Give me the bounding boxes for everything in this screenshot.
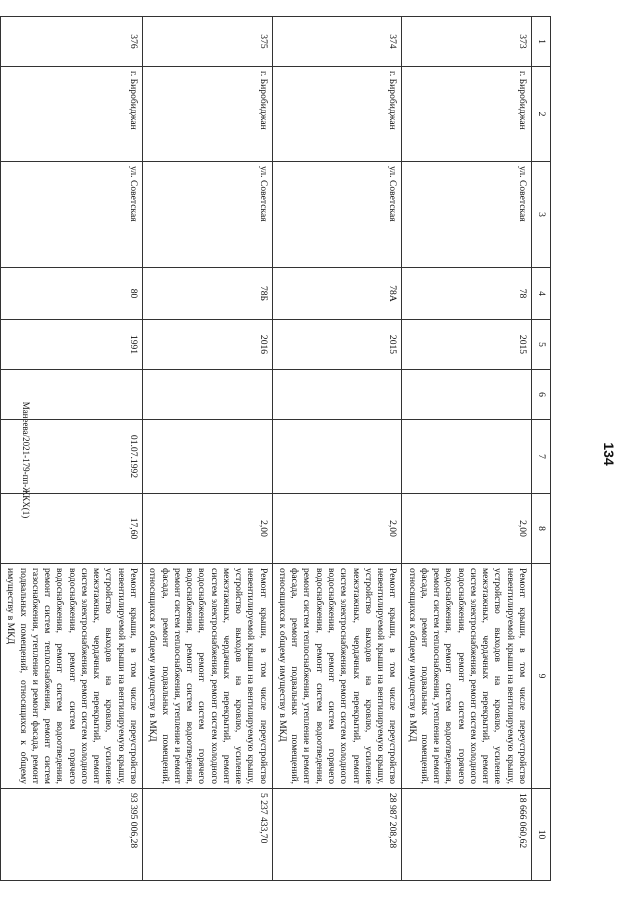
footer-code: Манеева/2021-179-пп-ЖКХ(1) <box>21 401 31 519</box>
col8-cell: 2,00 <box>402 494 532 564</box>
row-number: 374 <box>272 17 402 67</box>
works-cell: Ремонт крыши, в том числе переустройство невентилируемой крыши на вентилируемую крышу, устройство выходов на кровлю, усиление межэтажных, чердачных перекрытий, ремонт систем электроснабжения, ремонт систем холодного водоснабжения, ремонт систем горячего водоснабжения, ремонт систем водоотведения, ремонт систем теплоснабжения, утепление и ремонт фасада, ремонт подвальных помещений, относящихся к общему имуществу в МКД <box>272 564 402 789</box>
house-cell: 80 <box>1 268 143 320</box>
table-row <box>143 17 273 881</box>
header-cell: 2 <box>532 67 551 162</box>
date-cell <box>272 420 402 494</box>
year-cell: 2016 <box>143 320 273 370</box>
street-cell: ул. Советская <box>1 162 143 268</box>
city-cell: г. Биробиджан <box>272 67 402 162</box>
date-cell: 01.07.1992 <box>1 420 143 494</box>
table-row <box>272 17 402 881</box>
col8-cell: 2,00 <box>272 494 402 564</box>
col6-cell <box>1 370 143 420</box>
works-cell: Ремонт крыши, в том числе переустройство невентилируемой крыши на вентилируемую крышу, устройство выходов на кровлю, усиление межэтажных, чердачных перекрытий, ремонт систем электроснабжения, ремонт систем холодного водоснабжения, ремонт систем горячего водоснабжения, ремонт систем водоотведения, ремонт систем теплоснабжения, утепление и ремонт фасада, ремонт подвальных помещений, относящихся к общему имуществу в МКД <box>402 564 532 789</box>
page-number: 134 <box>601 442 617 466</box>
header-cell: 6 <box>532 370 551 420</box>
table-row <box>1 17 143 881</box>
col6-cell <box>143 370 273 420</box>
table-row <box>402 17 532 881</box>
year-cell: 2015 <box>272 320 402 370</box>
col6-cell <box>402 370 532 420</box>
year-cell: 1991 <box>1 320 143 370</box>
header-cell: 9 <box>532 564 551 789</box>
street-cell: ул. Советская <box>272 162 402 268</box>
year-cell: 2015 <box>402 320 532 370</box>
date-cell <box>402 420 532 494</box>
date-cell <box>143 420 273 494</box>
row-number: 376 <box>1 17 143 67</box>
header-cell: 5 <box>532 320 551 370</box>
col6-cell <box>272 370 402 420</box>
city-cell: г. Биробиджан <box>402 67 532 162</box>
works-cell: Ремонт крыши, в том числе переустройство невентилируемой крыши на вентилируемую крышу, устройство выходов на кровлю, усиление межэтажных, чердачных перекрытий, ремонт систем электроснабжения, ремонт систем холодного водоснабжения, ремонт систем горячего водоснабжения, ремонт систем водоотведения, ремонт систем теплоснабжения, утепление и ремонт фасада, ремонт подвальных помещений, относящихся к общему имуществу в МКД <box>143 564 273 789</box>
row-number: 375 <box>143 17 273 67</box>
header-cell: 4 <box>532 268 551 320</box>
city-cell: г. Биробиджан <box>143 67 273 162</box>
col8-cell: 2,00 <box>143 494 273 564</box>
col8-cell: 17,60 <box>1 494 143 564</box>
street-cell: ул. Советская <box>402 162 532 268</box>
header-cell: 10 <box>532 789 551 881</box>
works-table <box>0 16 551 881</box>
cost-cell: 5 237 433,70 <box>143 789 273 881</box>
header-cell: 8 <box>532 494 551 564</box>
header-row <box>532 17 551 881</box>
house-cell: 78Б <box>143 268 273 320</box>
house-cell: 78А <box>272 268 402 320</box>
cost-cell: 28 987 208,28 <box>272 789 402 881</box>
row-number: 373 <box>402 17 532 67</box>
house-cell: 78 <box>402 268 532 320</box>
street-cell: ул. Советская <box>143 162 273 268</box>
header-cell: 3 <box>532 162 551 268</box>
city-cell: г. Биробиджан <box>1 67 143 162</box>
works-cell: Ремонт крыши, в том числе переустройство невентилируемой крыши на вентилируемую крышу, устройство выходов на кровлю, усиление межэтажных, чердачных перекрытий, ремонт систем электроснабжения, ремонт систем холодного водоснабжения, ремонт систем горячего водоснабжения, ремонт систем водоотведения, ремонт систем теплоснабжения, ремонт систем газоснабжения, утепление и ремонт фасада, ремонт подвальных помещений, относящихся к общему имуществу в МКД <box>1 564 143 789</box>
header-cell: 1 <box>532 17 551 67</box>
cost-cell: 18 666 060,62 <box>402 789 532 881</box>
header-cell: 7 <box>532 420 551 494</box>
cost-cell: 93 395 006,28 <box>1 789 143 881</box>
